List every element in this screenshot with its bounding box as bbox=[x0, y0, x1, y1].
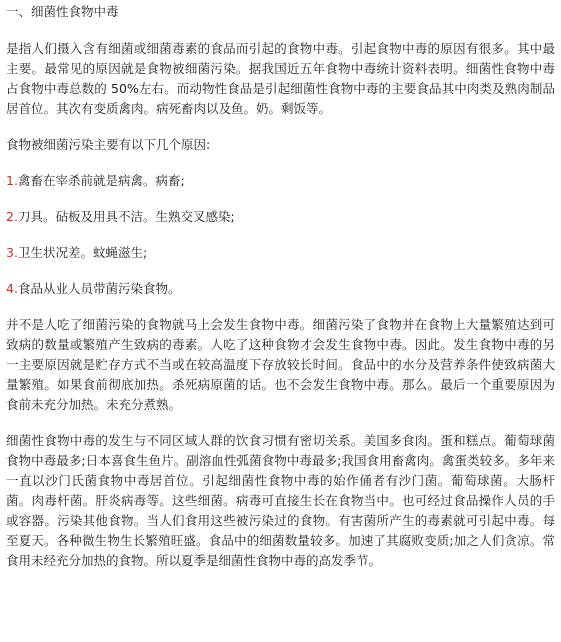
causes-intro: 食物被细菌污染主要有以下几个原因: bbox=[6, 137, 211, 152]
list-item bbox=[6, 243, 555, 263]
regional-habits-paragraph: 细菌性食物中毒的发生与不同区域人群的饮食习惯有密切关系。美国多食肉。蛋和糕点。葡萄球菌食物中毒最多;日本喜食生鱼片。副溶血性弧菌食物中毒最多;我国食用畜禽肉。禽蛋类较多。多年来一直以沙门氏菌食物中毒居首位。引起细菌性食物中毒的始作俑者有沙门菌。葡萄球菌。大肠杆菌。肉毒杆菌。肝炎病毒等。这些细菌。病毒可直接生长在食物当中。也可经过食品操作人员的手或容器。污染其他食物。当人们食用这些被污染过的食物。有害菌所产生的毒素就可引起中毒。每至夏天。各种微生物生长繁殖旺盛。食品中的细菌数量较多。加速了其腐败变质;加之人们贪凉。常食用未经充分加热的食物。所以夏季是细菌性食物中毒的高发季节。 bbox=[6, 433, 555, 568]
section-heading: 一、细菌性食物中毒 bbox=[6, 4, 119, 19]
intro-paragraph: 是指人们摄入含有细菌或细菌毒素的食品而引起的食物中毒。引起食物中毒的原因有很多。其中最主要。最常见的原因就是食物被细菌污染。据我国近五年食物中毒统计资料表明。细菌性食物中毒占食物中毒总数的 50%左右。而动物性食品是引起细菌性食物中毒的主要食品其中肉类及熟肉制品居首位。其次有变质禽肉。病死畜肉以及鱼。奶。剩饭等。 bbox=[6, 41, 555, 116]
list-item bbox=[6, 171, 555, 191]
list-item bbox=[6, 279, 555, 299]
list-item-text: 刀具。砧板及用具不洁。生熟交叉感染; bbox=[17, 209, 235, 224]
storage-paragraph: 并不是人吃了细菌污染的食物就马上会发生食物中毒。细菌污染了食物并在食物上大量繁殖达到可致病的数量或繁殖产生致病的毒素。人吃了这种食物才会发生食物中毒。因此。发生食物中毒的另一主要原因就是贮存方式不当或在较高温度下存放较长时间。食品中的水分及营养条件使致病菌大量繁殖。如果食前彻底加热。杀死病原菌的话。也不会发生食物中毒。那么。最后一个重要原因为食前未充分加热。未充分煮熟。 bbox=[6, 317, 555, 412]
list-item-text: 禽畜在宰杀前就是病禽。病畜; bbox=[17, 173, 185, 188]
list-item-number: 3. bbox=[6, 245, 18, 260]
list-item-number: 4. bbox=[6, 281, 18, 296]
list-item-number: 1. bbox=[6, 173, 18, 188]
list-item-text: 食品从业人员带菌污染食物。 bbox=[17, 281, 181, 296]
list-item bbox=[6, 207, 555, 227]
list-item-number: 2. bbox=[6, 209, 18, 224]
list-item-text: 卫生状况差。蚊蝇滋生; bbox=[17, 245, 148, 260]
